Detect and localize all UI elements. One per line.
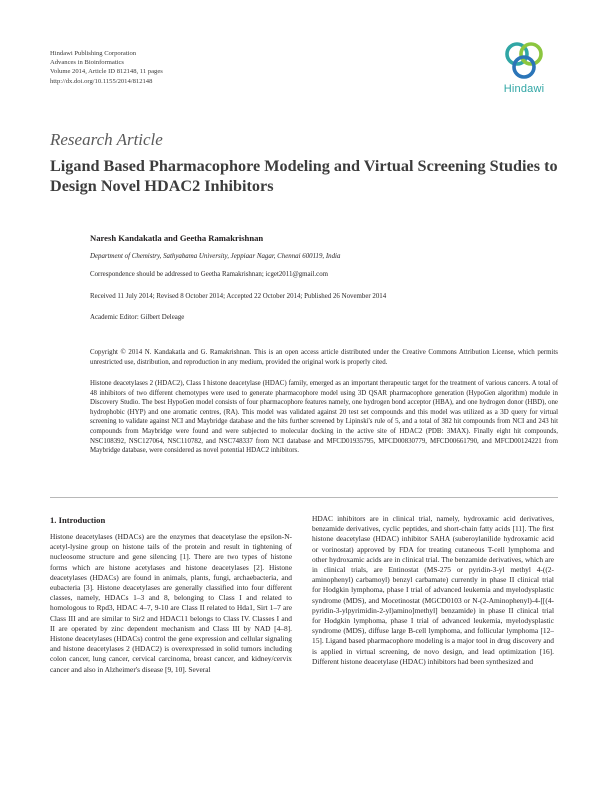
volume-info: Volume 2014, Article ID 812148, 11 pages <box>50 68 163 76</box>
academic-editor: Academic Editor: Gilbert Deleage <box>90 314 185 321</box>
publication-dates: Received 11 July 2014; Revised 8 October 2014; Accepted 22 October 2014; Published 26 November 2014 <box>90 293 387 300</box>
intro-left-column: Histone deacetylases (HDACs) are the enzymes that deacetylase the epsilon-N-acetyl-lysine group on histone tails of the protein and result in tightening of nucleosome structure and gene silencing [1]. There are two types of histone forms which are histone acetylases and histone deacetylases [2]. Histone deacetylases (HDACs) are found in animals, plants, fungi, archaebacteria, and eubacteria [3]. Histone deacetylases are generally classified into four different classes, namely, HDACs 1–3 and 8, belonging to Class I and related to homologous to Rpd3, HDAC 4–7, 9-10 are Class II related to Hda1, Sirt 1–7 are Class III and are similar to Sir2 and HDAC11 belongs to Class IV. Classes I and II are operated by zinc dependent mechanism and Class III by NAD [4–8]. Histone deacetylases (HDACs) control the gene expression and cellular signaling and histone deacetylases 2 (HDAC2) is overexpressed in solid tumors including colon cancer, lung cancer, cervical carcinoma, breast cancer, and kidney/cervix cancer and also in Alzheimer's disease [9, 10]. Several <box>50 532 292 674</box>
article-type: Research Article <box>50 130 163 149</box>
correspondence: Correspondence should be addressed to Geetha Ramakrishnan; icget2011@gmail.com <box>90 271 329 278</box>
article-title: Ligand Based Pharmacophore Modeling and Virtual Screening Studies to Design Novel HDAC2 Inhibitors <box>50 157 558 195</box>
author-list: Naresh Kandakatla and Geetha Ramakrishnan <box>90 233 264 243</box>
doi-link[interactable]: http://dx.doi.org/10.1155/2014/812148 <box>50 77 153 85</box>
logo-text: Hindawi <box>503 83 545 95</box>
section-divider <box>50 497 558 498</box>
copyright-notice: Copyright © 2014 N. Kandakatla and G. Ramakrishnan. This is an open access article distributed under the Creative Commons Attribution License, which permits unrestricted use, distribution, and reproduction in any medium, provided the original work is properly cited. <box>90 349 558 366</box>
hindawi-logo <box>492 40 556 110</box>
intro-right-column: HDAC inhibitors are in clinical trial, namely, hydroxamic acid derivatives, benzamide derivatives, cyclic peptides, and short-chain fatty acids [11]. The first histone deacetylase (HDAC) inhibitor SAHA (suberoylanilide hydroxamic acid or vorinostat) approved by FDA for treating cutaneous T-cell lymphoma and other hydroxamic acids are in clinical trial. The benzamide derivatives, which are in clinical trials, are Entinostat (MS-275 or pyridin-3-yl methyl 4-((2-aminophenyl) carbamoyl) benzyl carbamate) currently in phase II clinical trial for Hodgkin lymphoma, phase I trial of advanced leukemia and myelodysplastic syndrome (MDS), and Mocetinostat (MGCD0103 or N-(2-Aminophenyl)-4-[[(4-pyridin-3-ylpyrimidin-2-yl)amino]methyl] benzamide) in phase II clinical trial for Hodgkin lymphoma, phase I trial of advanced leukemia, myelodysplastic syndrome (MDS), diffuse large B-cell lymphoma, and follicular lymphoma [12–15]. Ligand based pharmacophore modeling is a major tool in drug discovery and is applied in virtual screening, de novo design, and lead optimization [16]. Different histone deacetylase (HDAC) inhibitors had been synthesized and <box>312 514 554 666</box>
journal-name: Advances in Bioinformatics <box>50 59 124 67</box>
publisher-name: Hindawi Publishing Corporation <box>50 50 137 57</box>
publication-header <box>50 49 300 86</box>
section-heading-introduction: 1. Introduction <box>50 515 106 525</box>
affiliation: Department of Chemistry, Sathyabama University, Jeppiaar Nagar, Chennai 600119, India <box>90 253 341 260</box>
hindawi-rings-icon <box>502 40 546 82</box>
abstract: Histone deacetylases 2 (HDAC2), Class I histone deacetylase (HDAC) family, emerged as an important therapeutic target for the treatment of various cancers. A total of 48 inhibitors of two different chemotypes were used to generate pharmacophore model using 3D QSAR pharmacophore generation (HypoGen algorithm) module in Discovery Studio. The best HypoGen model consists of four pharmacophore features namely, one hydrogen bond acceptor (HBA), and one hydrogen donor (HBD), one hydrophobic (HYP) and one aromatic centres, (RA). This model was validated against 20 test set compounds and this model was utilized as a 3D query for virtual screening to validate against NCI and Maybridge database and the hits further screened by Lipinski's rule of 5, and a total of 382 hit compounds from NCI and 243 hit compounds from Maybridge were found and were subjected to molecular docking in the active site of HDAC2 (PDB: 3MAX). Finally eight hit compounds, NSC108392, NSC127064, NSC110782, and NSC748337 from NCI database and MFCD01935795, MFCD00830779, MFCD00661790, and MFCD00124221 from Maybridge database, were considered as novel potential HDAC2 inhibitors. <box>90 380 558 455</box>
